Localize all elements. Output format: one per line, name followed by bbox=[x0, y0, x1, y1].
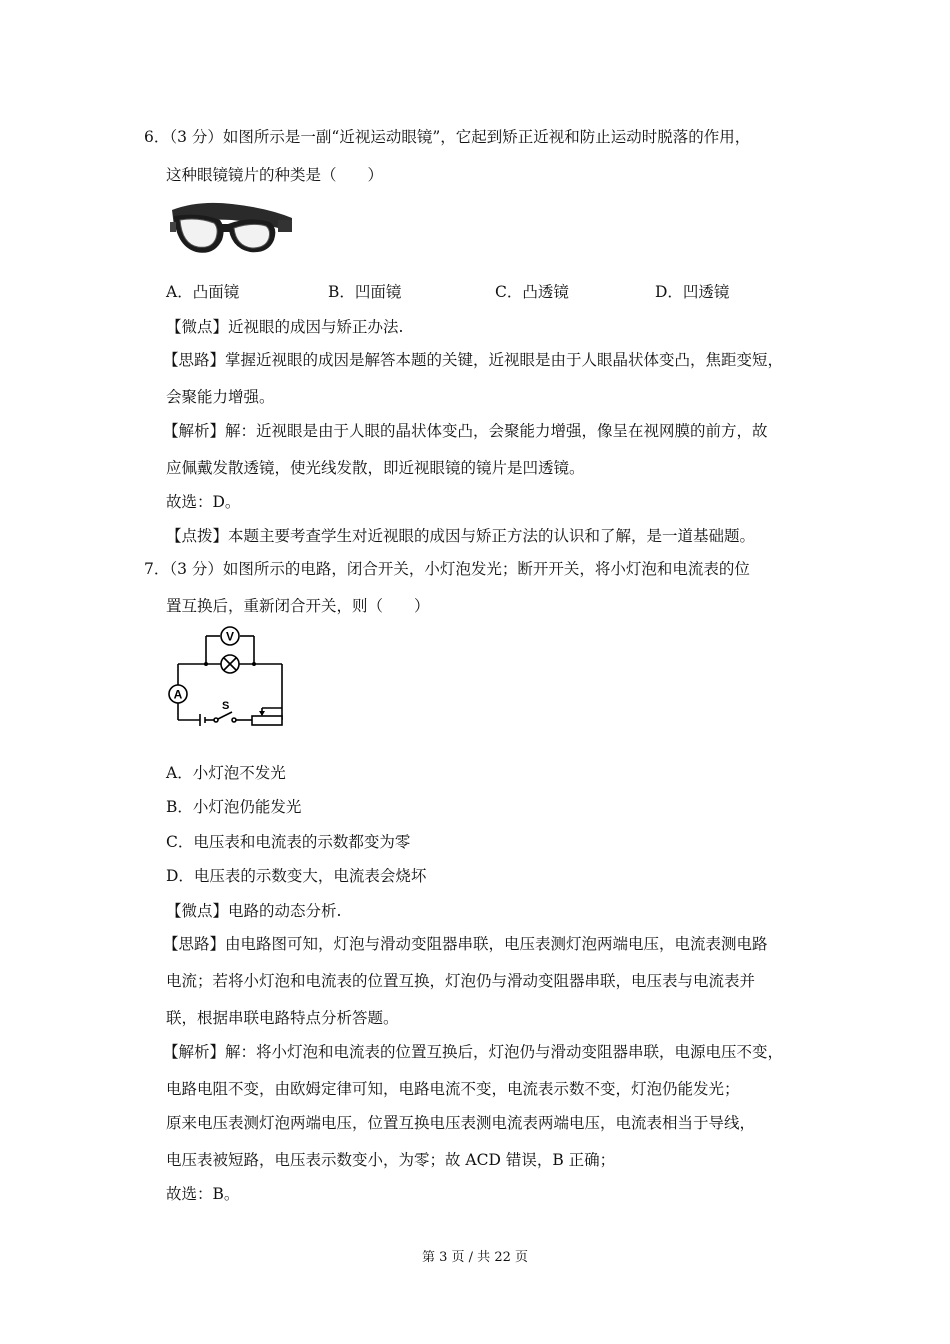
q6-answer: 故选：D。 bbox=[166, 493, 241, 511]
q6-silu-line2: 会聚能力增强。 bbox=[166, 388, 275, 406]
q7-jiexi-line4: 电压表被短路，电压表示数变小，为零；故 ACD 错误，B 正确； bbox=[166, 1151, 616, 1169]
q7-answer: 故选：B。 bbox=[166, 1185, 240, 1203]
q6-option-a: A．凸面镜 bbox=[166, 283, 240, 301]
q7-option-d: D．电压表的示数变大，电流表会烧坏 bbox=[166, 867, 427, 885]
q6-weidian: 【微点】近视眼的成因与矫正办法. bbox=[166, 318, 404, 336]
q6-dianbo: 【点拨】本题主要考查学生对近视眼的成因与矫正方法的认识和了解，是一道基础题。 bbox=[166, 527, 756, 545]
voltmeter-label: V bbox=[225, 629, 235, 644]
q6-silu-line1: 【思路】掌握近视眼的成因是解答本题的关键，近视眼是由于人眼晶状体变凸，焦距变短， bbox=[163, 351, 784, 369]
junction-dot bbox=[252, 662, 256, 666]
q6-option-b: B．凹面镜 bbox=[328, 283, 402, 301]
q6-option-d: D．凹透镜 bbox=[655, 283, 730, 301]
page-footer: 第 3 页 / 共 22 页 bbox=[422, 1250, 528, 1265]
q6-jiexi-line1: 【解析】解：近视眼是由于人眼的晶状体变凸，会聚能力增强，像呈在视网膜的前方，故 bbox=[163, 422, 768, 440]
q6-stem-line1: 6．（3 分）如图所示是一副“近视运动眼镜”，它起到矫正近视和防止运动时脱落的作用， bbox=[144, 128, 751, 146]
switch-label: S bbox=[222, 700, 230, 712]
q7-option-a: A．小灯泡不发光 bbox=[166, 764, 286, 782]
q7-jiexi-line1: 【解析】解：将小灯泡和电流表的位置互换后，灯泡仍与滑动变阻器串联，电源电压不变， bbox=[163, 1043, 784, 1061]
sports-glasses-image bbox=[168, 198, 296, 260]
q6-option-c: C．凸透镜 bbox=[495, 283, 569, 301]
q7-weidian: 【微点】电路的动态分析. bbox=[166, 902, 342, 920]
ammeter-label: A bbox=[173, 687, 183, 702]
circuit-diagram bbox=[162, 622, 292, 737]
q7-jiexi-line2: 电路电阻不变，由欧姆定律可知，电路电流不变，电流表示数不变，灯泡仍能发光； bbox=[166, 1080, 740, 1098]
q7-option-c: C．电压表和电流表的示数都变为零 bbox=[166, 833, 411, 851]
q7-option-b: B．小灯泡仍能发光 bbox=[166, 798, 302, 816]
junction-dot bbox=[204, 662, 208, 666]
q6-jiexi-line2: 应佩戴发散透镜，使光线发散，即近视眼镜的镜片是凹透镜。 bbox=[166, 459, 585, 477]
q7-jiexi-line3: 原来电压表测灯泡两端电压，位置互换电压表测电流表两端电压，电流表相当于导线， bbox=[166, 1114, 756, 1132]
q7-silu-line2: 电流；若将小灯泡和电流表的位置互换，灯泡仍与滑动变阻器串联，电压表与电流表并 bbox=[166, 972, 756, 990]
q7-silu-line1: 【思路】由电路图可知，灯泡与滑动变阻器串联，电压表测灯泡两端电压，电流表测电路 bbox=[163, 935, 768, 953]
q7-stem-line2: 置互换后，重新闭合开关，则（ ） bbox=[166, 597, 430, 615]
q7-stem-line1: 7．（3 分）如图所示的电路，闭合开关，小灯泡发光；断开开关，将小灯泡和电流表的位 bbox=[144, 560, 750, 578]
q6-stem-line2: 这种眼镜镜片的种类是（ ） bbox=[166, 166, 384, 184]
q7-silu-line3: 联，根据串联电路特点分析答题。 bbox=[166, 1009, 399, 1027]
